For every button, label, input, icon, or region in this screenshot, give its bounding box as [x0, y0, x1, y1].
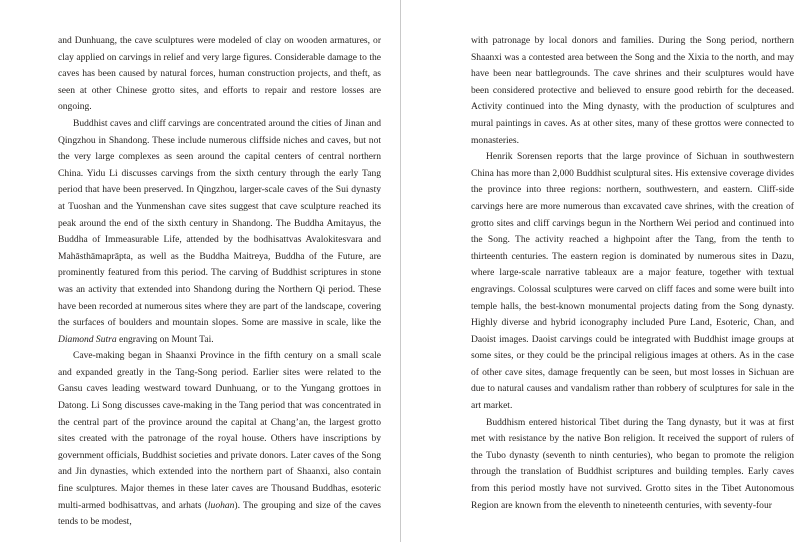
left-paragraph-3 [58, 348, 381, 531]
right-paragraph-3 [471, 415, 794, 515]
text-run: ). The grouping and size of the caves tends to be modest, [58, 499, 381, 528]
left-page [58, 33, 381, 531]
right-page [471, 33, 794, 514]
text-run: and Dunhuang, the cave sculptures were modeled of clay on wooden armatures, or clay applied on carvings in relief and very large figures. Considerable damage to the caves has been caused by natural forces, human construction projects, and theft, as seen at other Chinese grotto sites, and efforts to repair and restore losses are ongoing. [58, 35, 381, 113]
right-paragraph-1 [471, 33, 794, 149]
text-run: Buddhism entered historical Tibet during the Tang dynasty, but it was at first met with resistance by the native Bon religion. It received the support of rulers of the Tubo dynasty (seventh to ninth centuries), who began to promote the religion through the translation of Buddhist scriptures and building temples. Early caves from this period mostly have not survived. Grotto sites in the Tibet Autonomous Region are known from the eleventh to nineteenth centuries, with seventy-four [471, 416, 794, 511]
right-paragraph-2 [471, 149, 794, 415]
text-run: Buddhist caves and cliff carvings are concentrated around the cities of Jinan and Qingzhou in Shandong. These include numerous cliffside niches and caves, but not the very large complexes as seen around the capital centers of central northern China. Yidu Li discusses carvings from the sixth century through the early Tang period that have been preserved. In Qingzhou, larger-scale caves of the Sui dynasty at Tuoshan and the Yunmenshan cave sites suggest that cave sculpture reached its peak around the end of the sixth century in Shandong. The Buddha Amitayus, the Buddha of Immeasurable Life, attended by the bodhisattvas Avalokitesvara and Mahāsthāmaprāpta, as well as the Buddha Maitreya, Buddha of the Future, are prominently featured from this period. The carving of Buddhist scriptures in stone was an activity that extended into Shandong during the Northern Qi period. These have been recorded at numerous sites where they are part of the landscape, covering the surfaces of boulders and mountain slopes. Some are massive in scale, like the [58, 117, 381, 329]
text-run: Cave-making began in Shaanxi Province in the fifth century on a small scale and expanded greatly in the Tang-Song period. Earlier sites were related to the Gansu caves leading westward toward Dunhuang, or to the Yungang grottoes in Datong. Li Song discusses cave-making in the Tang period that was concentrated in the central part of the province around the capital at Chang’an, the largest grotto sites created with the patronage of the royal house. Others have inscriptions by government officials, Buddhist societies and private donors. Later caves of the Song and Jin dynasties, which extended into the northern part of Shaanxi, also contain fine sculptures. Major themes in these later caves are Thousand Buddhas, esoteric multi-armed bodhisattvas, and arhats ( [58, 350, 381, 511]
italic-title-diamond-sutra: Diamond Sutra [58, 333, 117, 345]
left-paragraph-2 [58, 116, 381, 348]
text-run: Henrik Sorensen reports that the large province of Sichuan in southwestern China has more than 2,000 Buddhist sculptural sites. His extensive coverage divides the province into three regions: northern, southwestern, and eastern. Cliff-side carvings here are more numerous than excavated cave shrines, with the creation of grotto sites and cliff carvings begun in the Northern Wei period and continued into the Song. The activity reached a highpoint after the Tang, from the tenth to thirteenth centuries. The eastern region is dominated by numerous sites in Dazu, where large-scale narrative tableaux are a major feature, together with textual engravings. Colossal sculptures were carved on cliff faces and some were built into temple halls, the best-known monumental projects dating from the Song dynasty. Highly diverse and hybrid iconography included Pure Land, Esoteric, Chan, and Daoist images. Daoist carvings could be integrated with Buddhist image groups at some sites, or they could be the principal religious images at others. As in the case of other cave sites, damage frequently can be seen, but most losses in Sichuan are due to natural causes and vandalism rather than robbery of sculptures for sale in the art market. [471, 151, 794, 412]
italic-term-luohan: luohan [207, 499, 235, 511]
text-run: with patronage by local donors and families. During the Song period, northern Shaanxi was a contested area between the Song and the Xixia to the north, and may have been near battlegrounds. The cave shrines and their sculptures would have been considered protective and believed to ensure good rebirth for the deceased. Activity continued into the Ming dynasty, with the production of sculptures and mural paintings in caves. As at other sites, many of these grottos were connected to monasteries. [471, 35, 794, 146]
text-run: engraving on Mount Tai. [116, 333, 214, 345]
page-gutter-divider [400, 0, 401, 542]
left-paragraph-1 [58, 33, 381, 116]
